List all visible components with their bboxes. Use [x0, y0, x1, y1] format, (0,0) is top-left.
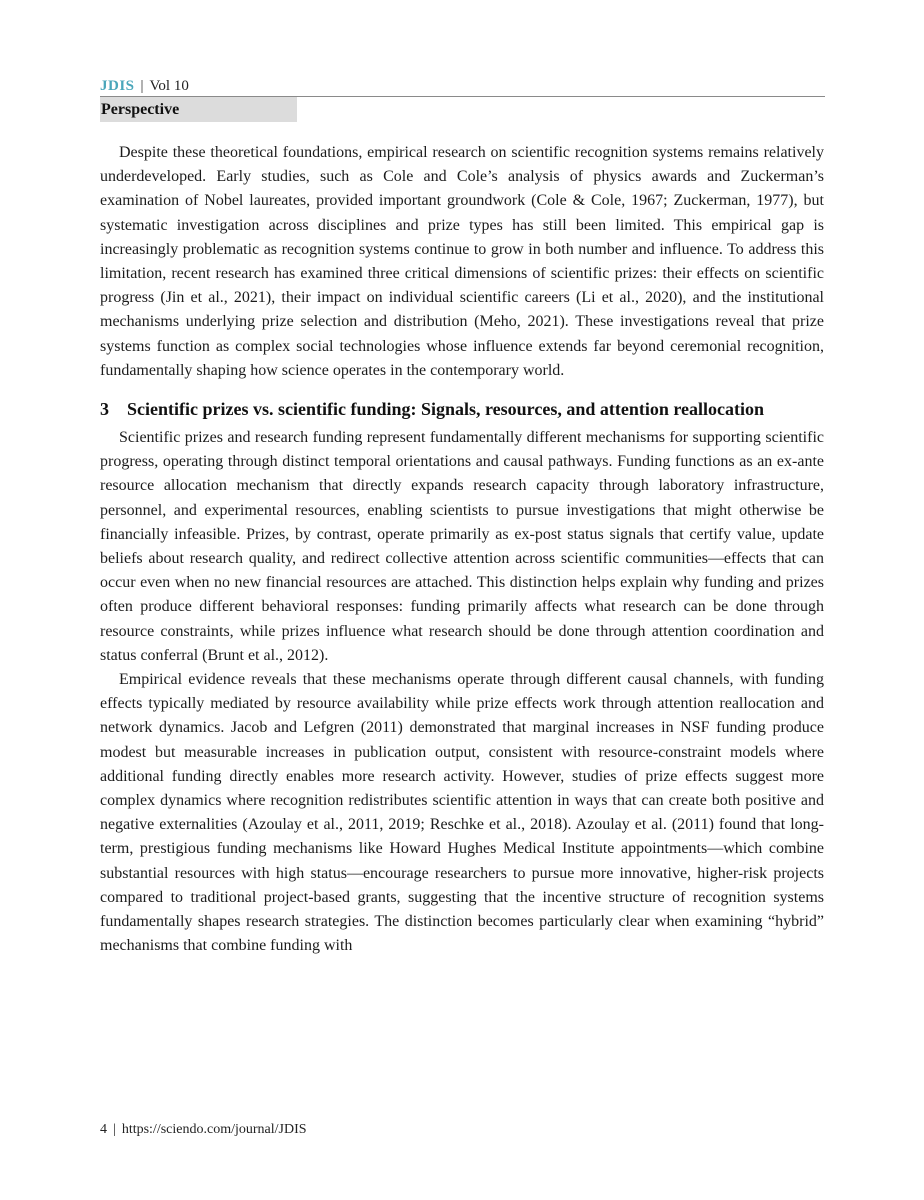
section-tag: Perspective — [100, 97, 297, 122]
article-body — [100, 141, 824, 959]
section-number: 3 — [100, 399, 109, 420]
body-paragraph: Empirical evidence reveals that these mechanisms operate through different causal channels, with funding effects typically mediated by resource availability while prize effects work through attention reallocation and network dynamics. Jacob and Lefgren (2011) demonstrated that marginal increases in NSF funding produce modest but measurable increases in publication output, consistent with resource-constraint models where additional funding directly enables more research activity. However, studies of prize effects suggest more complex dynamics where recognition redistributes scientific attention in ways that can create both positive and negative externalities (Azoulay et al., 2011, 2019; Reschke et al., 2018). Azoulay et al. (2011) found that long-term, prestigious funding mechanisms like Howard Hughes Medical Institute appointments—which combine substantial resources with high status—encourage researchers to pursue more innovative, higher-risk projects compared to traditional project-based grants, suggesting that the incentive structure of recognition systems fundamentally shapes research strategies. The distinction becomes particularly clear when examining “hybrid” mechanisms that combine funding with — [100, 671, 824, 955]
footer-separator: | — [113, 1122, 116, 1137]
header-separator: | — [140, 78, 144, 94]
page-footer — [100, 1121, 307, 1139]
journal-name: JDIS — [100, 78, 135, 94]
running-header — [100, 77, 189, 95]
body-paragraph: Scientific prizes and research funding represent fundamentally different mechanisms for supporting scientific progress, operating through distinct temporal orientations and causal pathways. Funding functions as an ex-ante resource allocation mechanism that directly expands research capacity through laboratory infrastructure, personnel, and experimental resources, enabling scientists to pursue investigations that might otherwise be financially infeasible. Prizes, by contrast, operate primarily as ex-post status signals that certify value, update beliefs about research quality, and redirect collective attention across scientific communities—effects that can occur even when no new financial resources are attached. This distinction helps explain why funding and prizes often produce different behavioral responses: funding primarily affects what research can be done through resource constraints, while prizes influence what research should be done through attention coordination and status conferral (Brunt et al., 2012). — [100, 429, 824, 664]
volume-label: Vol 10 — [149, 78, 189, 94]
body-paragraph: Despite these theoretical foundations, empirical research on scientific recognition systems remains relatively underdeveloped. Early studies, such as Cole and Cole’s analysis of physics awards and Zuckerman’s examination of Nobel laureates, provided important groundwork (Cole & Cole, 1967; Zuckerman, 1977), but systematic investigation across disciplines and prize types has still been limited. This empirical gap is increasingly problematic as recognition systems continue to grow in both number and influence. To address this limitation, recent research has examined three critical dimensions of scientific prizes: their effects on scientific progress (Jin et al., 2021), their impact on individual scientific careers (Li et al., 2020), and the institutional mechanisms underlying prize selection and distribution (Meho, 2021). These investigations reveal that prize systems function as complex social technologies whose influence extends far beyond ceremonial recognition, fundamentally shaping how science operates in the contemporary world. — [100, 144, 824, 379]
section-title: Scientific prizes vs. scientific funding: Signals, resources, and attention reallocation — [127, 399, 764, 420]
journal-url: https://sciendo.com/journal/JDIS — [121, 1122, 307, 1137]
section-heading — [100, 397, 824, 422]
page-number: 4 — [100, 1122, 107, 1137]
